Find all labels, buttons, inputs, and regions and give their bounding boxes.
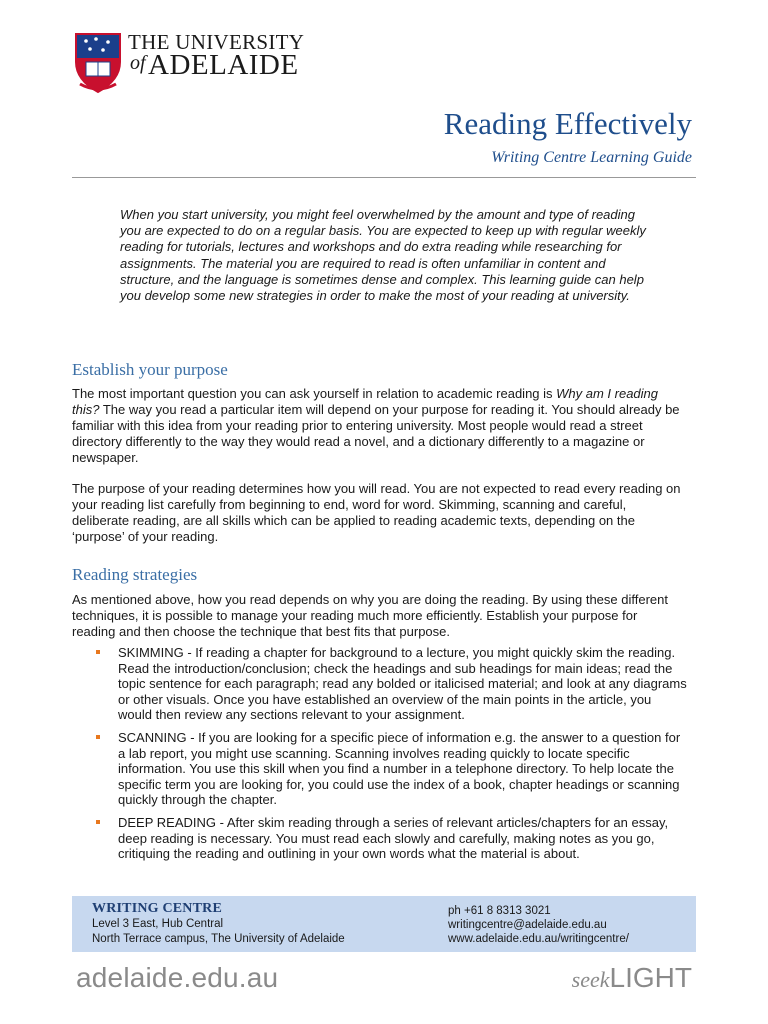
intro-paragraph: When you start university, you might feel overwhelmed by the amount and type of reading you are expected to do on a regular basis. You are expected to keep up with regular weekly reading for tutorials, lectures and workshops and do extra reading while researching for assignments. The material you are required to read is often unfamiliar in content and structure, and the language is sometimes dense and complex. This learning guide can help you develop some new strategies in order to make the most of your reading at university. [120, 207, 646, 304]
email-link[interactable]: writingcentre@adelaide.edu.au [448, 919, 607, 931]
purpose-p1-emphasis: Why am I reading this? [72, 386, 659, 417]
purpose-p1-text-a: The most important question you can ask yourself in relation to academic reading is [72, 386, 557, 401]
section-heading-purpose: Establish your purpose [72, 360, 228, 379]
list-item-text: SCANNING - If you are looking for a specific piece of information e.g. the answer to a question for a lab report, you might use scanning. Scanning involves reading quickly to locate specific information. You use this skill when you find a number in a telephone directory. To help locate the specific term you are looking for, you could use the index of a book, chapter headings or scanning quickly through the chapter. [118, 729, 681, 808]
tagline-seek: seek [571, 967, 610, 992]
list-item [96, 815, 688, 862]
site-url[interactable]: adelaide.edu.au [76, 962, 279, 993]
purpose-p1-text-b: The way you read a particular item will depend on your purpose for reading it. You should already be familiar with this idea from your reading prior to entering university. Most people would read a street directory differently to the way they would read a novel, and a dictionary differently to a magazine or newspaper. [72, 401, 680, 465]
website-link[interactable]: www.adelaide.edu.au/writingcentre/ [448, 933, 629, 945]
address-line-2: North Terrace campus, The University of Adelaide [92, 933, 345, 945]
list-item-text: DEEP READING - After skim reading through a series of relevant articles/chapters for an essay, deep reading is necessary. You must read each slowly and carefully, making notes as you go, critiquing the reading and outlining in your own words what the material is about. [118, 814, 669, 862]
university-crest-icon [74, 32, 122, 94]
contact-box [72, 896, 696, 952]
bullet-square-icon [96, 735, 100, 739]
university-logo [74, 30, 305, 98]
list-item-text: SKIMMING - If reading a chapter for background to a lecture, you might quickly skim the reading. Read the introduction/conclusion; check the headings and sub headings for main ideas; read the topic sentence for each paragraph; read any bolded or italicised material; and look at any diagrams or other visuals. Once you have established an overview of the main points in the article, you would then review any sections relevant to your assignment. [118, 645, 687, 723]
header-divider [72, 177, 696, 178]
bullet-square-icon [96, 650, 100, 654]
centre-name: WRITING CENTRE [92, 901, 222, 916]
section-heading-strategies: Reading strategies [72, 565, 198, 584]
list-item [96, 730, 688, 808]
purpose-paragraph-1 [72, 386, 684, 466]
list-item [96, 645, 688, 723]
tagline-light: LIGHT [609, 962, 692, 993]
strategies-paragraph: As mentioned above, how you read depends on why you are doing the reading. By using these different techniques, it is possible to manage your reading much more efficiently. Establish your purpose for reading and then choose the technique that best fits that purpose. [72, 592, 668, 639]
phone-number: ph +61 8 8313 3021 [448, 905, 551, 917]
address-line-1: Level 3 East, Hub Central [92, 918, 224, 930]
document-subtitle: Writing Centre Learning Guide [491, 149, 692, 166]
seek-light-tagline [572, 962, 692, 994]
bullet-square-icon [96, 820, 100, 824]
university-name-of: of [130, 52, 146, 74]
university-name-line1: THE UNIVERSITY [128, 30, 305, 54]
purpose-paragraph-2: The purpose of your reading determines how you will read. You are not expected to read every reading on your reading list carefully from beginning to end, word for word. Skimming, scanning and careful, deliberate reading, are all skills which can be applied to reading academic texts, depending on the ‘purpose’ of your reading. [72, 481, 681, 544]
university-name-line2: ADELAIDE [148, 49, 299, 81]
strategies-list [96, 645, 688, 869]
document-title: Reading Effectively [443, 106, 692, 141]
